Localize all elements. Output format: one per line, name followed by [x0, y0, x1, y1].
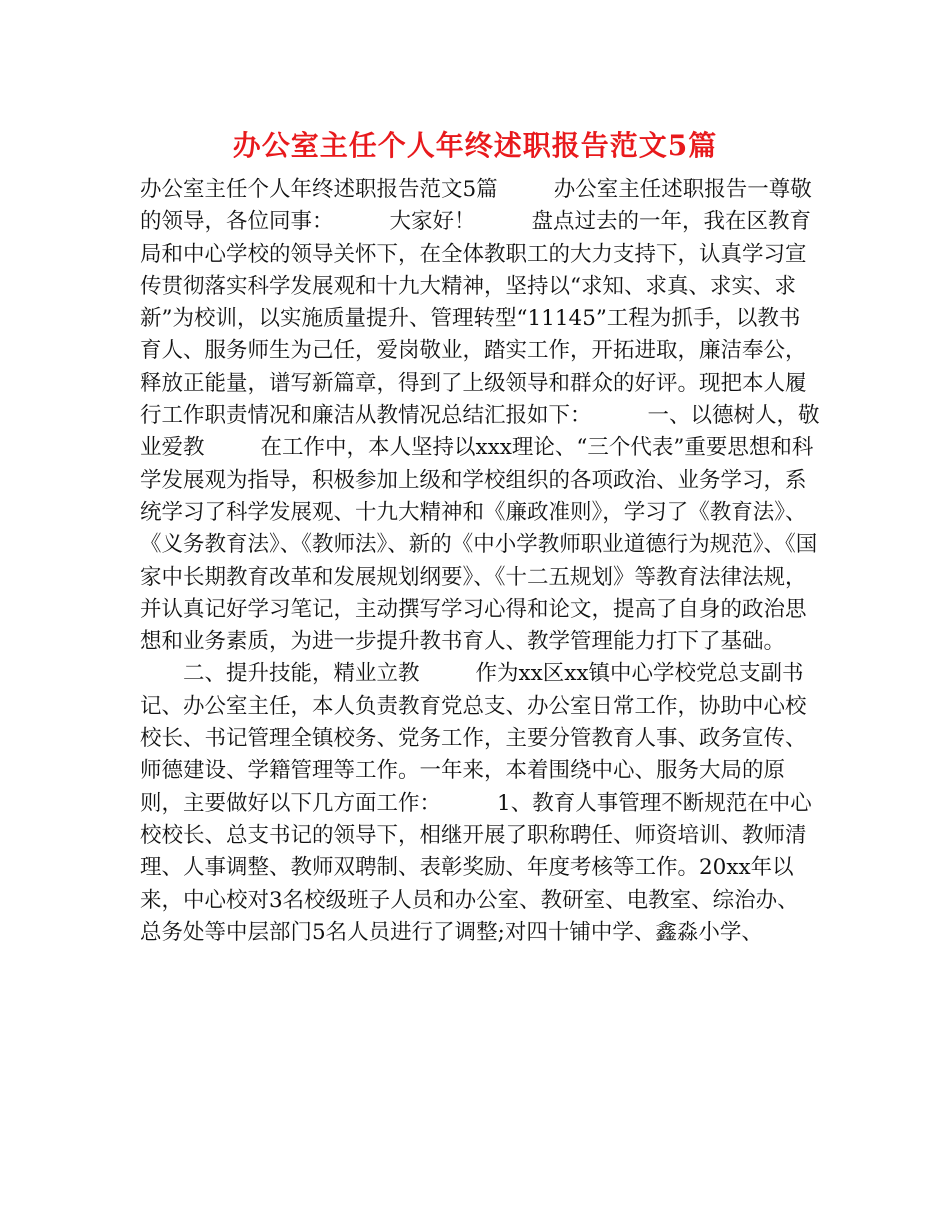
paragraph-2-segment-1: 二、提升技能，精业立教: [183, 661, 420, 687]
paragraph-2: [140, 658, 820, 949]
paragraph-2-segment-2: 作为xx区xx镇中心学校党总支副书记、办公室主任，本人负责教育党总支、办公室日常工作，协助中心校校长、书记管理全镇校务、党务工作，主要分管教育人事、政务宣传、师德建设、学籍管理等工作。一年来，本着围绕中心、服务大局的原则，主要做好以下几方面工作：: [140, 661, 807, 816]
paragraph-1-segment-4: 盘点过去的一年，我在区教育局和中心学校的领导关怀下，在全体教职工的大力支持下，认真学习宣传贯彻落实科学发展观和十九大精神，坚持以“求知、求真、求实、求新”为校训，以实施质量提升、管理转型“11145”工程为抓手，以教书育人、服务师生为己任，爱岗敬业，踏实工作，开拓进取，廉洁奉公，释放正能量，谱写新篇章，得到了上级领导和群众的好评。现把本人履行工作职责情况和廉洁从教情况总结汇报如下：: [140, 209, 812, 429]
paragraph-1: [140, 174, 820, 658]
paragraph-2-segment-3: 1、教育人事管理不断规范在中心校校长、总支书记的领导下，相继开展了职称聘任、师资培训、教师清理、人事调整、教师双聘制、表彰奖励、年度考核等工作。20xx年以来，中心校对3名校级班子人员和办公室、教研室、电教室、综治办、总务处等中层部门5名人员进行了调整;对四十铺中学、鑫淼小学、: [140, 790, 812, 945]
document-title: 办公室主任个人年终述职报告范文5篇: [232, 129, 718, 162]
paragraph-1-segment-1: 办公室主任个人年终述职报告范文5篇: [140, 177, 498, 202]
document-body: [140, 174, 820, 949]
paragraph-1-segment-2: 办公室主任述职报告一尊敬的领导，各位同事：: [140, 177, 812, 235]
paragraph-1-segment-3: 大家好！: [389, 209, 476, 235]
paragraph-1-segment-6: 在工作中，本人坚持以xxx理论、“三个代表”重要思想和科学发展观为指导，积极参加上级和学校组织的各项政治、业务学习，系统学习了科学发展观、十九大精神和《廉政准则》，学习了《教育法》、《义务教育法》、《教师法》、新的《中小学教师职业道德行为规范》、《国家中长期教育改革和发展规划纲要》、《十二五规划》等教育法律法规，并认真记好学习笔记，主动撰写学习心得和论文，提高了自身的政治思想和业务素质，为进一步提升教书育人、教学管理能力打下了基础。: [140, 435, 818, 655]
paragraph-1-segment-5: 一、以德树人，敬业爱教: [140, 403, 820, 461]
